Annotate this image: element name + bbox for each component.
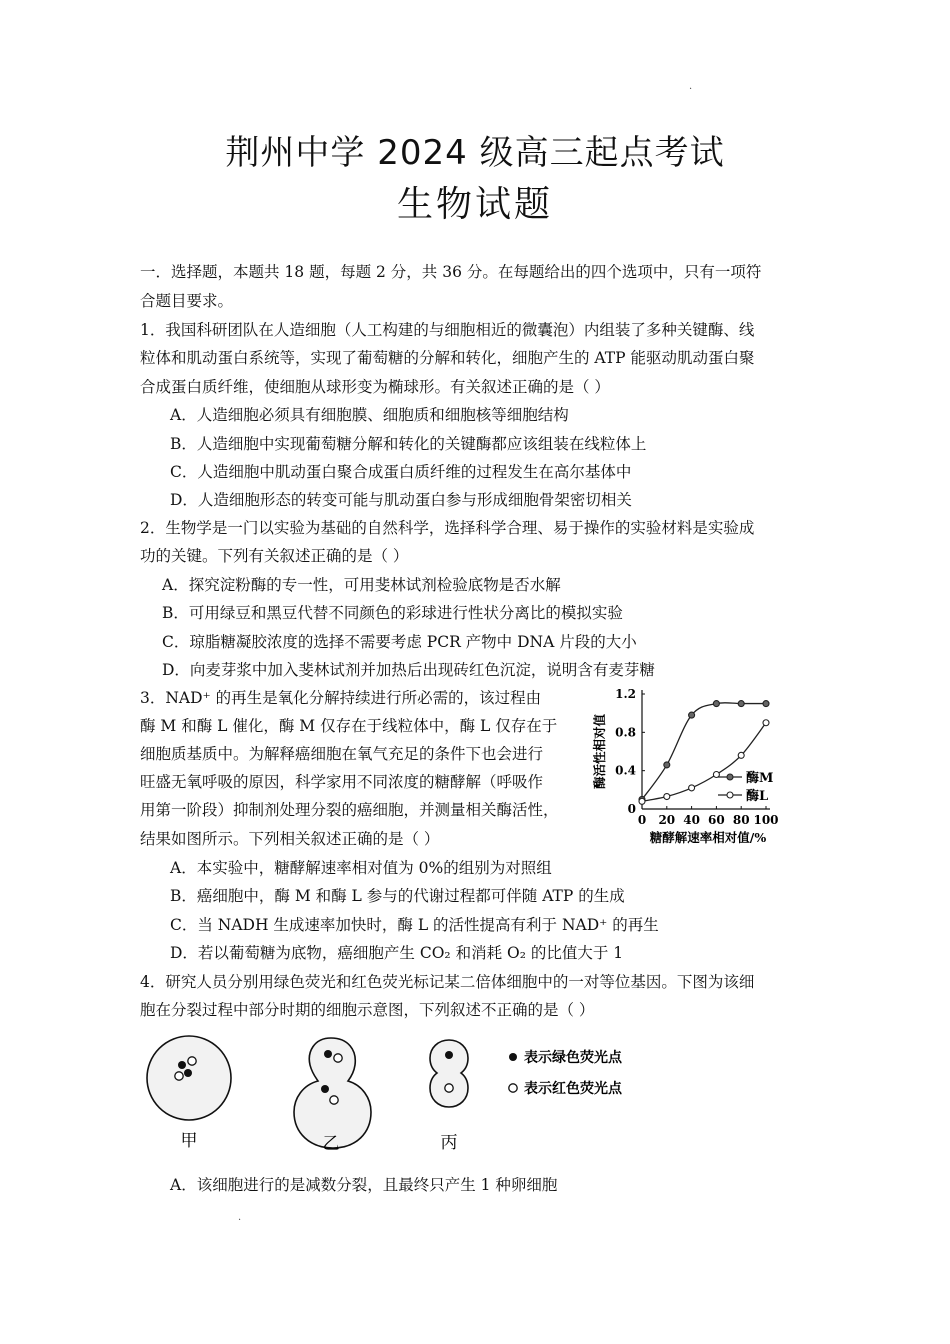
legend-marker xyxy=(727,792,733,798)
q2-option-d: D．向麦芽浆中加入斐林试剂并加热后出现砖红色沉淀，说明含有麦芽糖 xyxy=(162,661,655,679)
legend-red-marker xyxy=(509,1084,517,1092)
q3-stem-line2: 酶 M 和酶 L 催化，酶 M 仅存在于线粒体中，酶 L 仅存在于 xyxy=(140,717,558,735)
data-point-enzyme-l xyxy=(639,798,645,804)
q3-stem-line5: 用第一阶段）抑制剂处理分裂的癌细胞，并测量相关酶活性， xyxy=(140,801,559,819)
x-tick-label: 40 xyxy=(683,813,700,827)
page-mark: · xyxy=(689,84,693,95)
q3-stem-line3: 细胞质基质中。为解释癌细胞在氧气充足的条件下也会进行 xyxy=(140,745,544,763)
page-mark: · xyxy=(238,1215,242,1226)
chart-axes xyxy=(592,687,779,845)
red-dot xyxy=(175,1072,183,1080)
red-dot xyxy=(334,1054,342,1062)
exam-subject: 生物试题 xyxy=(396,184,553,225)
x-axis-label: 糖酵解速率相对值/% xyxy=(649,830,767,845)
green-dot xyxy=(445,1051,453,1059)
q2-stem-line2: 功的关键。下列有关叙述正确的是（ ） xyxy=(140,547,409,565)
data-point-enzyme-l xyxy=(738,752,744,758)
chart-legend xyxy=(718,770,773,804)
q3-stem-line6: 结果如图所示。下列相关叙述正确的是（ ） xyxy=(140,830,440,848)
data-point-enzyme-m xyxy=(738,701,744,707)
q1-option-a: A．人造细胞必须具有细胞膜、细胞质和细胞核等细胞结构 xyxy=(170,406,569,424)
data-point-enzyme-m xyxy=(713,701,719,707)
q4-stem-line2: 胞在分裂过程中部分时期的细胞示意图，下列叙述不正确的是（ ） xyxy=(140,1001,595,1019)
data-point-enzyme-m xyxy=(763,701,769,707)
exam-title: 荆州中学 2024 级高三起点考试 xyxy=(225,133,725,173)
legend-label: 酶L xyxy=(746,789,769,804)
q3-option-a: A．本实验中，糖酵解速率相对值为 0%的组别为对照组 xyxy=(170,859,552,877)
y-tick-label: 0.8 xyxy=(615,725,636,740)
data-point-enzyme-l xyxy=(689,785,695,791)
cell-division-figure xyxy=(140,1030,660,1160)
label-bing: 丙 xyxy=(440,1133,458,1153)
data-point-enzyme-m xyxy=(689,712,695,718)
red-dot xyxy=(330,1096,338,1104)
q3-option-b: B．癌细胞中，酶 M 和酶 L 参与的代谢过程都可伴随 ATP 的生成 xyxy=(170,887,625,905)
q3-stem-line4: 旺盛无氧呼吸的原因，科学家用不同浓度的糖酵解（呼吸作 xyxy=(140,773,544,791)
green-dot xyxy=(321,1085,329,1093)
x-tick-label: 20 xyxy=(658,813,676,827)
q4-option-a: A．该细胞进行的是减数分裂，且最终只产生 1 种卵细胞 xyxy=(170,1176,558,1194)
q4-stem-line1: 4．研究人员分别用绿色荧光和红色荧光标记某二倍体细胞中的一对等位基因。下图为该细 xyxy=(140,973,755,991)
data-point-enzyme-l xyxy=(664,794,670,800)
green-dot xyxy=(184,1069,192,1077)
red-dot xyxy=(445,1084,453,1092)
y-tick-label: 0.4 xyxy=(615,763,636,778)
green-dot xyxy=(324,1050,332,1058)
data-point-enzyme-m xyxy=(664,762,670,768)
q1-option-c: C．人造细胞中肌动蛋白聚合成蛋白质纤维的过程发生在高尔基体中 xyxy=(170,463,632,481)
q2-option-c: C．琼脂糖凝胶浓度的选择不需要考虑 PCR 产物中 DNA 片段的大小 xyxy=(162,633,637,651)
y-tick-label: 0 xyxy=(627,802,636,816)
q2-option-a: A．探究淀粉酶的专一性，可用斐林试剂检验底物是否水解 xyxy=(162,576,561,594)
q2-stem-line1: 2．生物学是一门以实验为基础的自然科学，选择科学合理、易于操作的实验材料是实验成 xyxy=(140,519,755,537)
q1-stem-line3: 合成蛋白质纤维，使细胞从球形变为椭球形。有关叙述正确的是（ ） xyxy=(140,378,610,396)
q1-stem-line2: 粒体和肌动蛋白系统等，实现了葡萄糖的分解和转化，细胞产生的 ATP 能驱动肌动蛋白聚 xyxy=(140,349,755,367)
section-intro-line2: 合题目要求。 xyxy=(140,292,234,310)
x-tick-label: 80 xyxy=(732,813,750,827)
red-dot xyxy=(188,1057,196,1065)
green-dot xyxy=(178,1061,186,1069)
legend-label: 酶M xyxy=(746,771,774,786)
legend-green-text: 表示绿色荧光点 xyxy=(524,1050,622,1066)
legend-red-text: 表示红色荧光点 xyxy=(524,1081,622,1097)
enzyme-activity-chart xyxy=(590,682,810,854)
cell-yi xyxy=(294,1038,371,1148)
q3-option-c: C．当 NADH 生成速率加快时，酶 L 的活性提高有利于 NAD⁺ 的再生 xyxy=(170,916,659,934)
q3-stem-line1: 3．NAD⁺ 的再生是氧化分解持续进行所必需的，该过程由 xyxy=(140,689,542,707)
x-tick-label: 100 xyxy=(753,813,779,827)
q2-option-b: B．可用绿豆和黑豆代替不同颜色的彩球进行性状分离比的模拟实验 xyxy=(162,604,623,622)
q1-stem-line1: 1．我国科研团队在人造细胞（人工构建的与细胞相近的微囊泡）内组装了多种关键酶、线 xyxy=(140,321,755,339)
x-tick-label: 60 xyxy=(708,813,725,827)
label-yi: 乙 xyxy=(322,1134,340,1154)
q1-option-d: D．人造细胞形态的转变可能与肌动蛋白参与形成细胞骨架密切相关 xyxy=(170,491,632,509)
y-tick-label: 1.2 xyxy=(615,687,636,701)
legend-marker xyxy=(727,774,733,780)
cell-jia xyxy=(147,1036,231,1120)
legend-green-marker xyxy=(509,1053,517,1061)
y-axis-label: 酶活性相对值 xyxy=(592,713,607,790)
data-point-enzyme-l xyxy=(763,720,769,726)
x-tick-label: 0 xyxy=(637,813,647,827)
section-intro-line1: 一．选择题，本题共 18 题，每题 2 分，共 36 分。在每题给出的四个选项中，只有一项符 xyxy=(140,263,762,281)
cell-bing xyxy=(430,1040,468,1107)
label-jia: 甲 xyxy=(180,1131,198,1151)
q3-option-d: D．若以葡萄糖为底物，癌细胞产生 CO₂ 和消耗 O₂ 的比值大于 1 xyxy=(170,944,624,962)
q1-option-b: B．人造细胞中实现葡萄糖分解和转化的关键酶都应该组装在线粒体上 xyxy=(170,435,647,453)
